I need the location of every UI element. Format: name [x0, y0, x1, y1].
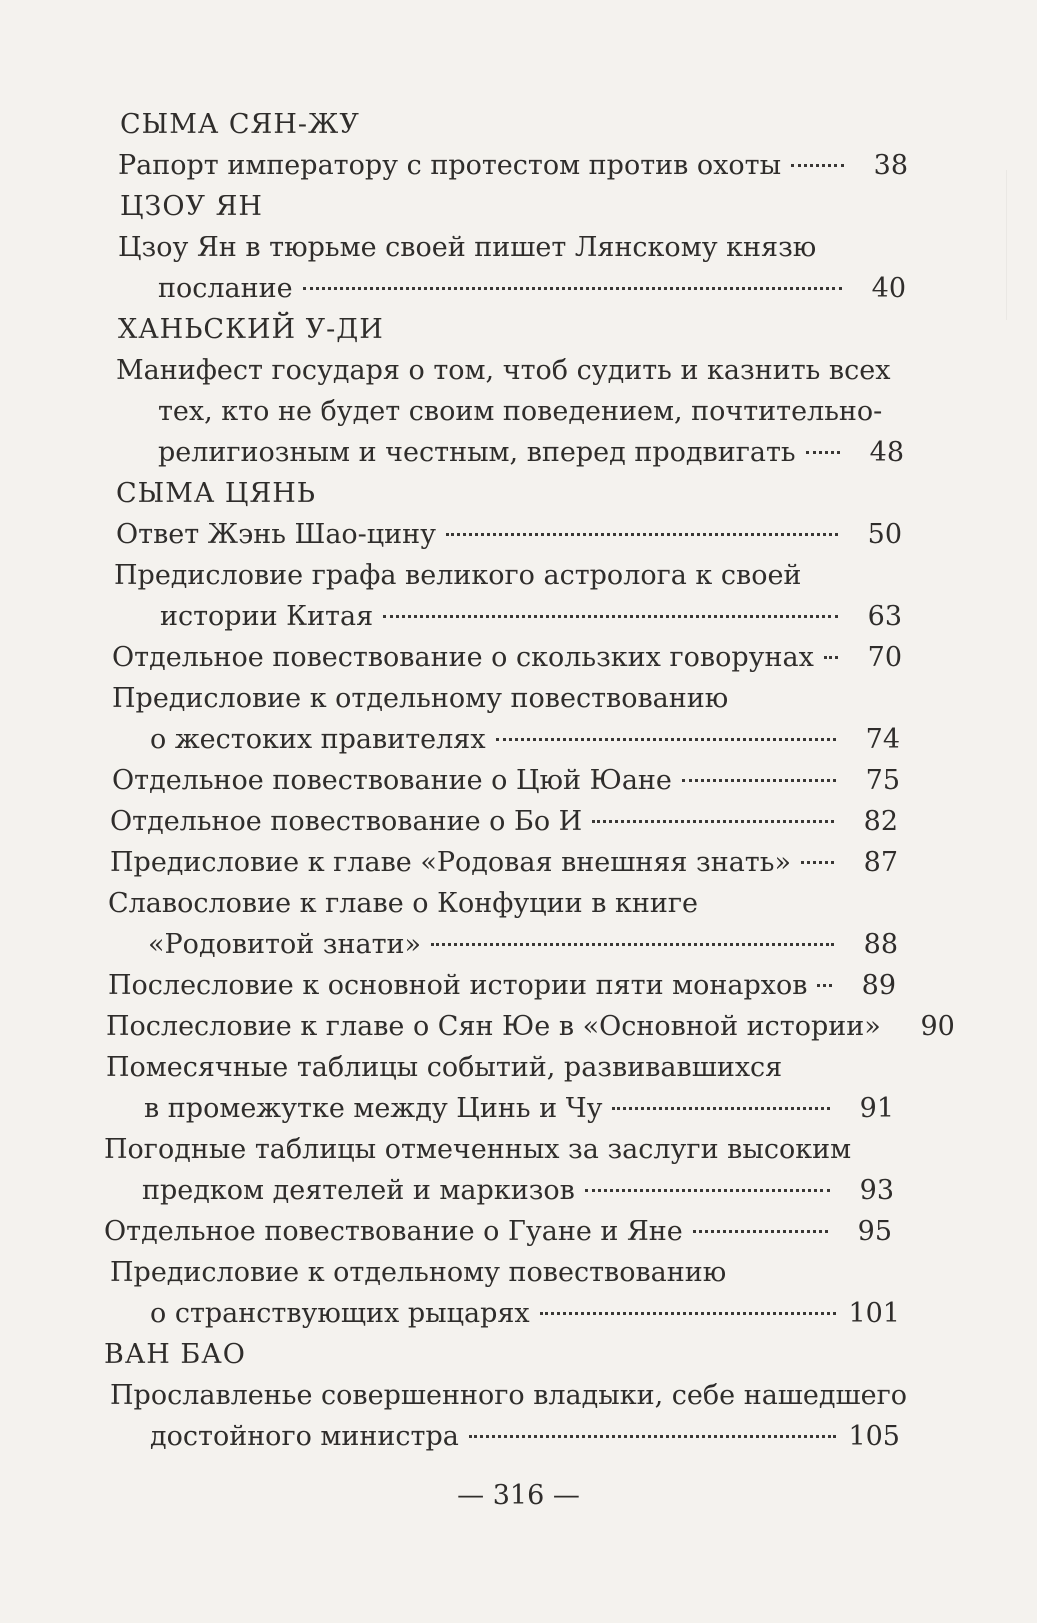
- toc-entry-line: о жестоких правителях: [150, 724, 486, 755]
- page-number-footer: — 316 —: [457, 1480, 580, 1511]
- toc-entry-line: Рапорт императору с протестом против охоты: [118, 150, 782, 181]
- toc-entry[interactable]: [0, 1252, 1037, 1334]
- toc-entry[interactable]: [0, 555, 1037, 637]
- page-number: 74: [865, 724, 900, 755]
- toc-entry-line: Отдельное повествование о скользких говорунах: [112, 642, 814, 673]
- toc-entry-line: послание: [158, 273, 293, 304]
- toc-entry-line: Цзоу Ян в тюрьме своей пишет Лянскому князю: [118, 232, 817, 263]
- toc-entry[interactable]: [0, 145, 1037, 186]
- dot-leader: [383, 615, 838, 618]
- toc-entry[interactable]: [0, 1375, 1037, 1457]
- toc-entry-line: Помесячные таблицы событий, развивавшихся: [106, 1052, 783, 1083]
- toc-entry-line: предком деятелей и маркизов: [142, 1175, 575, 1206]
- toc-entry-line: Предисловие к отдельному повествованию: [110, 1257, 727, 1288]
- dot-leader: [817, 984, 832, 987]
- page-number: 105: [848, 1421, 900, 1452]
- toc-entry-line: в промежутке между Цинь и Чу: [144, 1093, 603, 1124]
- toc-entry-line: Отдельное повествование о Гуане и Яне: [104, 1216, 683, 1247]
- toc-entry-line: Отдельное повествование о Бо И: [110, 806, 583, 837]
- toc-entry-line: религиозным и честным, вперед продвигать: [158, 437, 796, 468]
- dot-leader: [791, 164, 844, 167]
- toc-entry[interactable]: [0, 842, 1037, 883]
- page-number: 40: [871, 273, 906, 304]
- toc-entry-line: достойного министра: [150, 1421, 459, 1452]
- toc-entry-line: Погодные таблицы отмеченных за заслуги высоким: [104, 1134, 852, 1165]
- page-number: 93: [859, 1175, 894, 1206]
- page-number: 75: [865, 765, 900, 796]
- toc-entry[interactable]: [0, 883, 1037, 965]
- dot-leader: [431, 943, 834, 946]
- page-number: 88: [863, 929, 898, 960]
- page-number: 95: [857, 1216, 892, 1247]
- toc-entry-line: «Родовитой знати»: [148, 929, 422, 960]
- dot-leader: [469, 1435, 836, 1438]
- dot-leader: [496, 738, 836, 741]
- toc-entry-line: Ответ Жэнь Шао-цину: [116, 519, 437, 550]
- page-number: 87: [863, 847, 898, 878]
- dot-leader: [682, 779, 836, 782]
- page-number: 63: [867, 601, 902, 632]
- author-heading: ЦЗОУ ЯН: [120, 191, 263, 222]
- toc-entry-line: Предисловие к отдельному повествованию: [112, 683, 729, 714]
- toc-entry-line: Предисловие к главе «Родовая внешняя знать»: [110, 847, 791, 878]
- page-number: 82: [863, 806, 898, 837]
- author-heading: СЫМА ЦЯНЬ: [116, 478, 316, 509]
- toc-entry-line: Прославленье совершенного владыки, себе нашедшего: [110, 1380, 907, 1411]
- table-of-contents: [0, 104, 1037, 1457]
- page-number: 70: [867, 642, 902, 673]
- toc-entry[interactable]: [0, 1047, 1037, 1129]
- toc-entry-line: Отдельное повествование о Цюй Юане: [112, 765, 672, 796]
- dot-leader: [824, 656, 838, 659]
- page-number: 48: [869, 437, 904, 468]
- toc-entry-line: о странствующих рыцарях: [150, 1298, 530, 1329]
- toc-entry[interactable]: [0, 637, 1037, 678]
- toc-entry[interactable]: [0, 678, 1037, 760]
- page-number: 38: [873, 150, 908, 181]
- dot-leader: [612, 1107, 830, 1110]
- toc-entry-line: Предисловие графа великого астролога к своей: [114, 560, 802, 591]
- dot-leader: [693, 1230, 828, 1233]
- toc-entry-line: Послесловие к главе о Сян Юе в «Основной истории»: [106, 1011, 881, 1042]
- page-number: 91: [859, 1093, 894, 1124]
- toc-entry[interactable]: [0, 965, 1037, 1006]
- toc-entry[interactable]: [0, 1129, 1037, 1211]
- page-number: 89: [861, 970, 896, 1001]
- page-number: 90: [920, 1011, 955, 1042]
- toc-entry-line: Послесловие к основной истории пяти монархов: [108, 970, 808, 1001]
- dot-leader: [585, 1189, 830, 1192]
- page-number: 50: [867, 519, 902, 550]
- dot-leader: [303, 287, 842, 290]
- dot-leader: [540, 1312, 836, 1315]
- toc-entry[interactable]: [0, 350, 1037, 473]
- dot-leader: [806, 451, 840, 454]
- toc-entry[interactable]: [0, 760, 1037, 801]
- toc-entry-line: Манифест государя о том, чтоб судить и казнить всех: [116, 355, 891, 386]
- dot-leader: [446, 533, 838, 536]
- page-number: 101: [848, 1298, 900, 1329]
- dot-leader: [592, 820, 834, 823]
- author-heading: ХАНЬСКИЙ У-ДИ: [118, 314, 384, 345]
- toc-entry[interactable]: [0, 227, 1037, 309]
- dot-leader: [801, 861, 834, 864]
- toc-entry-line: Славословие к главе о Конфуции в книге: [108, 888, 698, 919]
- author-heading: СЫМА СЯН-ЖУ: [120, 109, 360, 140]
- author-heading: ВАН БАО: [104, 1339, 246, 1370]
- toc-entry[interactable]: [0, 1211, 1037, 1252]
- toc-entry[interactable]: [0, 514, 1037, 555]
- toc-entry-line: истории Китая: [160, 601, 374, 632]
- toc-entry[interactable]: [0, 1006, 1037, 1047]
- toc-entry[interactable]: [0, 801, 1037, 842]
- toc-entry-line: тех, кто не будет своим поведением, почтительно-: [158, 396, 883, 427]
